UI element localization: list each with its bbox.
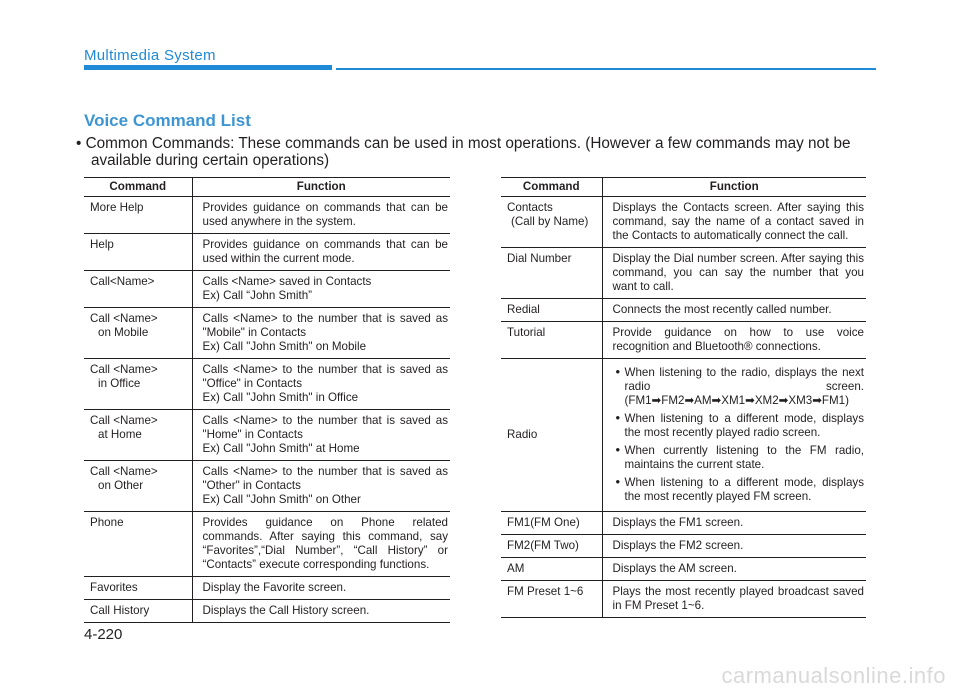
command-cell: Call History (90, 604, 150, 617)
table-row (84, 359, 450, 410)
table-row (501, 512, 866, 535)
column-header-command: Command (84, 178, 192, 197)
table-row (501, 359, 866, 512)
command-cell: FM1(FM One) (507, 516, 580, 529)
command-cell: Help (90, 238, 114, 251)
table-row (84, 410, 450, 461)
command-cell: Call <Name> (90, 414, 158, 427)
command-cell: Tutorial (507, 326, 546, 339)
bullet-icon: • (615, 410, 621, 425)
table-row (501, 299, 866, 322)
command-cell: Contacts (507, 201, 553, 214)
command-cell: Radio (507, 428, 538, 441)
function-cell: Provides guidance on Phone related commands. After saying this command, say “Favorites”,“Dial Number”, “Call History” or “Contacts” execute corresponding functions. (202, 516, 448, 571)
table-row (501, 558, 866, 581)
function-example: Ex) Call "John Smith" at Home (202, 442, 360, 455)
section-header-title: Multimedia System (84, 47, 216, 64)
list-item: • When currently listening to the FM radio, maintains the current state. (615, 442, 864, 471)
table-row (501, 581, 866, 618)
function-cell: Displays the AM screen. (612, 562, 737, 575)
command-cell: Redial (507, 303, 540, 316)
table-row (501, 322, 866, 359)
watermark: carmanualsonline.info (721, 663, 946, 688)
command-cell-sub: on Other (98, 479, 144, 492)
command-cell: Call <Name> (90, 363, 158, 376)
function-cell: Displays the Contacts screen. After saying this command, say the name of a contact saved in the Contacts to automatically connect the call. (612, 201, 864, 242)
function-cell: Displays the FM1 screen. (612, 516, 744, 529)
command-cell: Dial Number (507, 252, 572, 265)
table-row (84, 197, 450, 234)
command-cell-sub: at Home (98, 428, 142, 441)
header-accent-bar (84, 65, 332, 70)
function-cell: Display the Dial number screen. After saying this command, you can say the number that you want to call. (612, 252, 864, 293)
command-cell: Call<Name> (90, 275, 155, 288)
function-cell: Displays the FM2 screen. (612, 539, 744, 552)
table-row (501, 197, 866, 248)
command-cell-sub: (Call by Name) (511, 215, 589, 228)
command-cell-sub: in Office (98, 377, 141, 390)
function-cell: Displays the Call History screen. (202, 604, 370, 617)
function-cell: Calls <Name> to the number that is saved as "Home" in Contacts (202, 414, 448, 441)
table-row (84, 512, 450, 577)
function-example: Ex) Call "John Smith" on Mobile (202, 340, 367, 353)
function-cell: Connects the most recently called number. (612, 303, 832, 316)
function-cell: Calls <Name> to the number that is saved as "Office" in Contacts (202, 363, 448, 390)
command-cell: AM (507, 562, 525, 575)
command-cell: FM Preset 1~6 (507, 585, 584, 598)
command-cell: Call <Name> (90, 312, 158, 325)
function-cell: Calls <Name> to the number that is saved as "Other" in Contacts (202, 465, 448, 492)
command-cell: Phone (90, 516, 124, 529)
list-item: • When listening to the radio, displays the next radio screen. (FM1➡FM2➡AM➡XM1➡XM2➡XM3➡FM1) (615, 364, 864, 407)
right-command-table (501, 177, 866, 618)
function-cell: Plays the most recently played broadcast saved in FM Preset 1~6. (612, 585, 864, 612)
list-item: • When listening to a different mode, displays the most recently played radio screen. (615, 410, 864, 439)
column-header-command: Command (501, 178, 602, 197)
table-row (84, 234, 450, 271)
command-cell: Call <Name> (90, 465, 158, 478)
command-cell: FM2(FM Two) (507, 539, 579, 552)
function-example: Ex) Call "John Smith" in Office (202, 391, 359, 404)
function-cell: Provide guidance on how to use voice recognition and Bluetooth® connections. (612, 326, 864, 353)
function-cell: Calls <Name> saved in Contacts (202, 275, 372, 288)
table-row (84, 600, 450, 623)
bullet-icon: • (615, 442, 621, 457)
table-row (501, 535, 866, 558)
function-example: Ex) Call “John Smith” (202, 289, 313, 302)
table-row (84, 461, 450, 512)
command-cell: Favorites (90, 581, 138, 594)
table-row (84, 271, 450, 308)
intro-paragraph (76, 135, 882, 169)
function-cell: Calls <Name> to the number that is saved as "Mobile" in Contacts (202, 312, 448, 339)
bullet-icon: • (615, 364, 621, 379)
column-header-function: Function (192, 178, 450, 197)
bullet-icon: • (615, 474, 621, 489)
table-row (501, 248, 866, 299)
left-command-table (84, 177, 450, 623)
intro-line-1: • Common Commands: These commands can be used in most operations. (However a few commands may not be (76, 135, 851, 152)
command-cell-sub: on Mobile (98, 326, 149, 339)
function-cell: Display the Favorite screen. (202, 581, 347, 594)
function-cell: Provides guidance on commands that can be used anywhere in the system. (202, 201, 448, 228)
function-cell: Provides guidance on commands that can be used within the current mode. (202, 238, 448, 265)
column-header-function: Function (602, 178, 866, 197)
table-row (84, 577, 450, 600)
page-title: Voice Command List (84, 111, 251, 130)
header-rule (336, 68, 876, 70)
function-example: Ex) Call "John Smith" on Other (202, 493, 361, 506)
page-number: 4-220 (84, 626, 123, 643)
intro-line-2: available during certain operations) (91, 152, 330, 169)
list-item: • When listening to a different mode, displays the most recently played FM screen. (615, 474, 864, 503)
table-row (84, 308, 450, 359)
command-cell: More Help (90, 201, 144, 214)
